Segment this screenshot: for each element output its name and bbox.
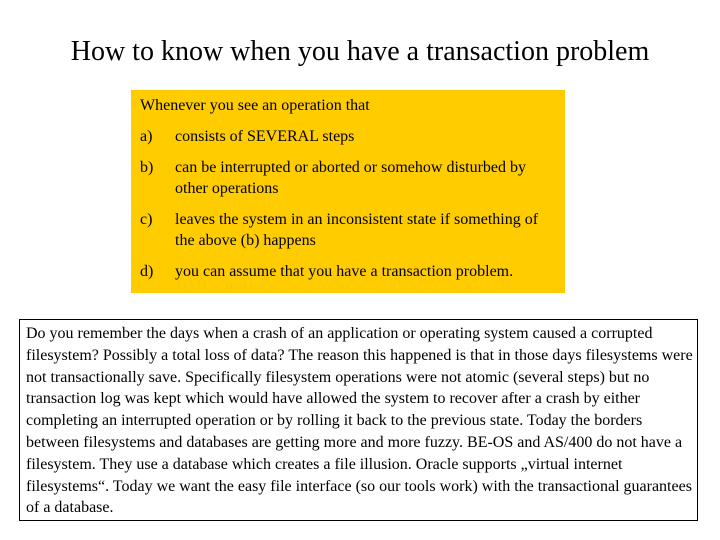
condition-letter: c) xyxy=(140,211,153,228)
explanation-note: Do you remember the days when a crash of an application or operating system caused a corrupted filesystem? Possibly a total loss of data? The reason this happened is that in those days filesystems were not transactionally save. Specifically filesystem operations were not atomic (several steps) but no transaction log was kept which would have allowed the system to recover after a crash by either completing an interrupted operation or by rolling it back to the previous state. Today the borders between filesystems and databases are getting more and more fuzzy. BE-OS and AS/400 do not have a filesystem. They use a database which creates a file illusion. Oracle supports „virtual internet filesystems“. Today we want the easy file interface (so our tools work) with the transactional guarantees of a database. xyxy=(19,319,698,521)
condition-item-d xyxy=(140,261,557,282)
conditions-box xyxy=(131,90,565,293)
condition-letter: d) xyxy=(140,263,154,280)
condition-text: consists of SEVERAL steps xyxy=(175,128,355,145)
condition-text: you can assume that you have a transaction problem. xyxy=(175,263,514,280)
condition-letter: a) xyxy=(140,128,153,145)
condition-item-c xyxy=(140,209,557,251)
condition-text: leaves the system in an inconsistent state if something of the above (b) happens xyxy=(175,211,539,249)
slide-title: How to know when you have a transaction problem xyxy=(70,36,650,67)
condition-item-b xyxy=(140,157,557,199)
condition-text: can be interrupted or aborted or somehow disturbed by other operations xyxy=(175,159,527,197)
condition-item-a xyxy=(140,126,557,147)
conditions-intro: Whenever you see an operation that xyxy=(140,97,370,114)
condition-letter: b) xyxy=(140,159,154,176)
